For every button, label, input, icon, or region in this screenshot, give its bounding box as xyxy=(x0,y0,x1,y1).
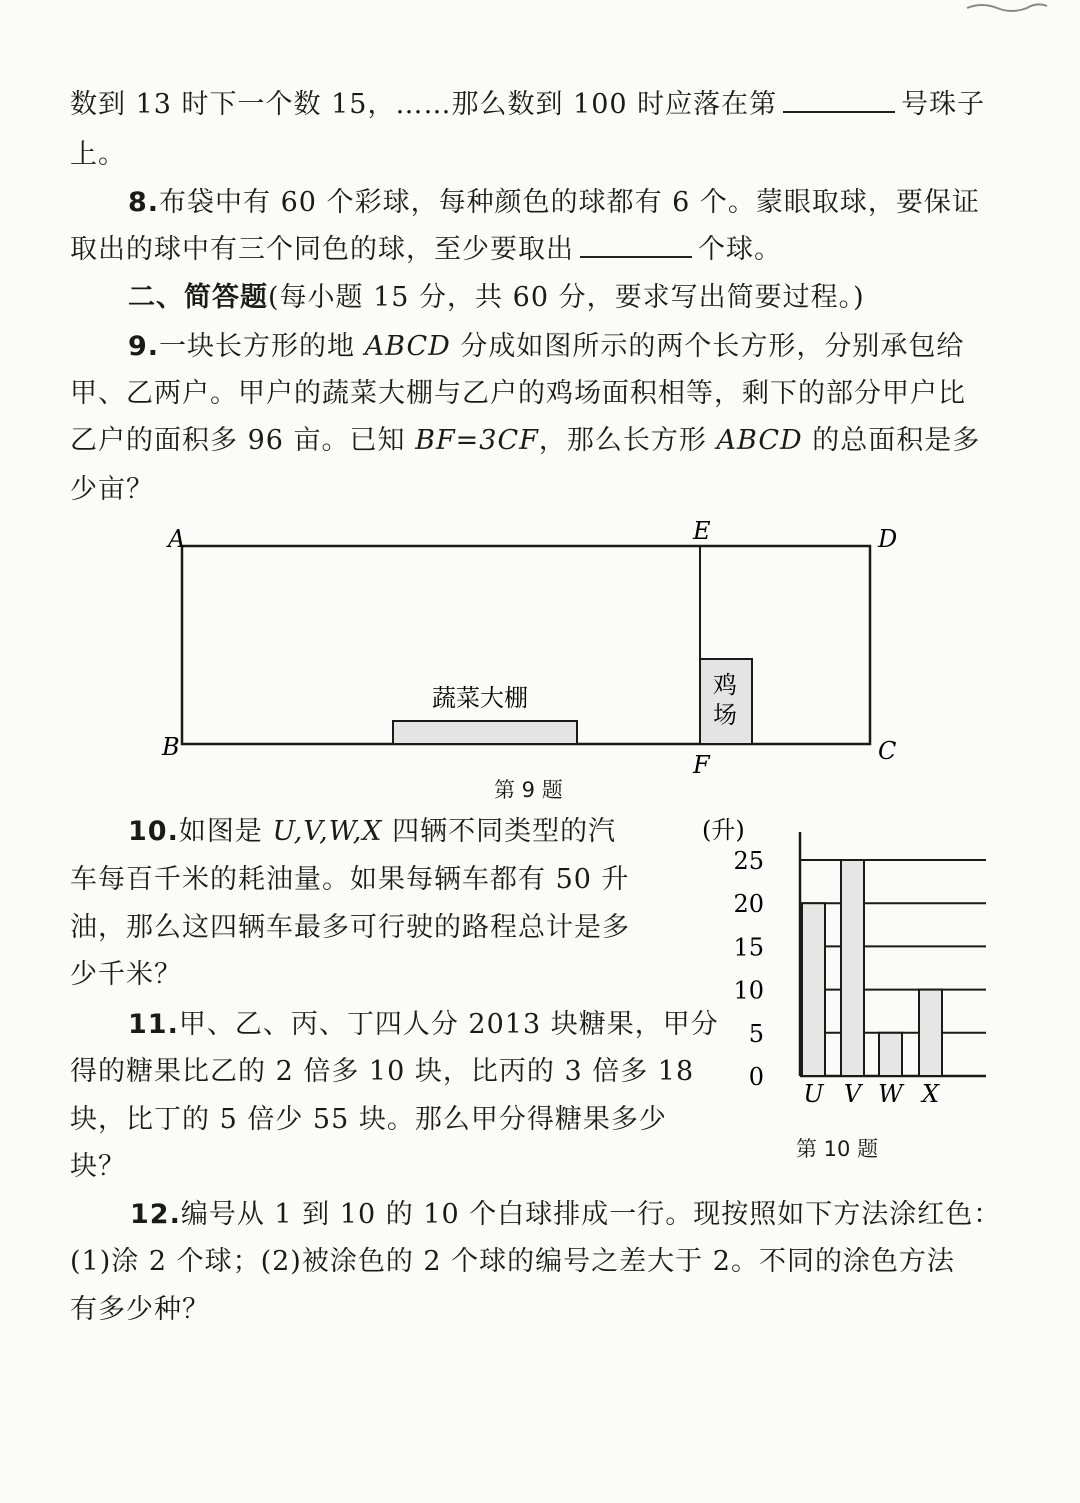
q10-bar-chart xyxy=(700,812,1000,1112)
section-2-heading xyxy=(128,281,865,315)
q8-answer-blank[interactable] xyxy=(580,234,692,258)
q10-number: 10. xyxy=(128,816,179,847)
q9-line-4 xyxy=(70,473,154,507)
q9-caption: 第 9 题 xyxy=(494,778,563,802)
bar-V xyxy=(841,860,864,1076)
q7-line-1 xyxy=(70,88,985,122)
q12-line-2 xyxy=(70,1245,955,1279)
q7-text-end: 上。 xyxy=(70,139,126,170)
q9-equation: BF=3CF xyxy=(415,425,539,456)
q11-text-3: 块，比丁的 5 倍少 55 块。那么甲分得糖果多少 xyxy=(70,1104,667,1135)
q8-text: 布袋中有 60 个彩球，每种颜色的球都有 6 个。蒙眼取球，要保证 xyxy=(159,187,980,218)
q8-text-2: 取出的球中有三个同色的球，至少要取出 xyxy=(70,234,574,265)
bar-X xyxy=(919,990,942,1076)
bar-W xyxy=(879,1033,902,1076)
q10-text-4: 少千米？ xyxy=(70,959,182,990)
q10-line-2 xyxy=(70,863,630,897)
q8-number: 8. xyxy=(128,187,160,218)
q12-line-1 xyxy=(130,1198,1001,1232)
q11-text-1: 甲、乙、丙、丁四人分 2013 块糖果，甲分 xyxy=(178,1009,719,1040)
q12-text-3: 有多少种？ xyxy=(70,1294,210,1325)
q11-line-1 xyxy=(128,1008,719,1042)
q10-caption: 第 10 题 xyxy=(796,1137,879,1161)
q9-figure xyxy=(150,515,920,780)
q7-text: 数到 13 时下一个数 15，……那么数到 100 时应落在第 xyxy=(70,89,778,120)
q9-text-2: 甲、乙两户。甲户的蔬菜大棚与乙户的鸡场面积相等，剩下的部分甲户比 xyxy=(70,378,966,409)
q10-line-4 xyxy=(70,958,182,992)
q10-text-b: 四辆不同类型的汽 xyxy=(382,816,617,847)
rect-abcd xyxy=(182,546,870,744)
y-tick-25: 25 xyxy=(733,847,764,875)
q9-text-a: 一块长方形的地 xyxy=(159,331,365,362)
chicken-label-1: 鸡 xyxy=(713,671,737,699)
q11-number: 11. xyxy=(128,1009,179,1040)
q9-text-b: 分成如图所示的两个长方形，分别承包给 xyxy=(450,331,965,362)
q11-line-3 xyxy=(70,1103,667,1137)
y-tick-20: 20 xyxy=(733,890,764,919)
label-c: C xyxy=(878,737,897,765)
q7-answer-blank[interactable] xyxy=(783,89,895,113)
q10-text-a: 如图是 xyxy=(178,816,273,847)
q11-text-4: 块？ xyxy=(70,1151,126,1182)
x-tick-X: X xyxy=(921,1080,940,1108)
corner-mark xyxy=(962,0,1052,14)
y-tick-0: 0 xyxy=(748,1063,764,1091)
q9-rect-name: ABCD xyxy=(364,331,451,362)
q12-line-3 xyxy=(70,1293,210,1327)
q8-line-1 xyxy=(128,186,980,220)
q9-rect-name-2: ABCD xyxy=(716,425,803,456)
q9-number: 9. xyxy=(128,331,160,362)
q9-line-1 xyxy=(128,330,964,364)
y-axis-label: (升) xyxy=(702,816,745,844)
q12-number: 12. xyxy=(130,1199,181,1230)
q12-text-1: 编号从 1 到 10 的 10 个白球排成一行。现按照如下方法涂红色： xyxy=(180,1199,1002,1230)
y-tick-15: 15 xyxy=(733,933,764,962)
q8-text-tail: 个球。 xyxy=(698,234,782,265)
label-a: A xyxy=(168,525,186,553)
x-tick-U: U xyxy=(803,1080,824,1108)
q9-line-2 xyxy=(70,377,966,411)
q7-line-2 xyxy=(70,138,126,172)
chicken-label-2: 场 xyxy=(713,701,737,729)
q10-text-3: 油，那么这四辆车最多可行驶的路程总计是多 xyxy=(70,912,630,943)
x-tick-V: V xyxy=(843,1080,862,1108)
q7-text-tail: 号珠子 xyxy=(901,89,986,120)
q9-text-4: 少亩？ xyxy=(70,474,154,505)
label-f: F xyxy=(693,751,710,779)
section-2-note: (每小题 15 分，共 60 分，要求写出简要过程。) xyxy=(268,282,865,313)
q9-text-3c: 的总面积是多 xyxy=(802,425,981,456)
q10-line-1 xyxy=(128,815,616,849)
q8-line-2 xyxy=(70,233,782,267)
q10-line-3 xyxy=(70,911,630,945)
label-e: E xyxy=(693,517,711,545)
q11-text-2: 得的糖果比乙的 2 倍多 10 块，比丙的 3 倍多 18 xyxy=(70,1056,695,1087)
y-tick-10: 10 xyxy=(733,976,764,1005)
q10-text-2: 车每百千米的耗油量。如果每辆车都有 50 升 xyxy=(70,864,630,895)
label-d: D xyxy=(878,525,898,553)
y-tick-5: 5 xyxy=(748,1019,764,1048)
label-b: B xyxy=(162,733,180,761)
q9-text-3a: 乙户的面积多 96 亩。已知 xyxy=(70,425,416,456)
section-2-title: 二、简答题 xyxy=(128,282,268,313)
q11-line-4 xyxy=(70,1150,126,1184)
q10-vars: U,V,W,X xyxy=(272,816,383,847)
q12-text-2: (1)涂 2 个球；(2)被涂色的 2 个球的编号之差大于 2。不同的涂色方法 xyxy=(70,1246,955,1277)
q9-line-3 xyxy=(70,424,980,458)
q11-line-2 xyxy=(70,1055,694,1089)
q9-text-3b: ，那么长方形 xyxy=(538,425,717,456)
x-tick-W: W xyxy=(878,1080,903,1108)
bar-U xyxy=(802,903,825,1076)
veg-label: 蔬菜大棚 xyxy=(432,684,528,712)
vegetable-greenhouse xyxy=(393,721,577,744)
